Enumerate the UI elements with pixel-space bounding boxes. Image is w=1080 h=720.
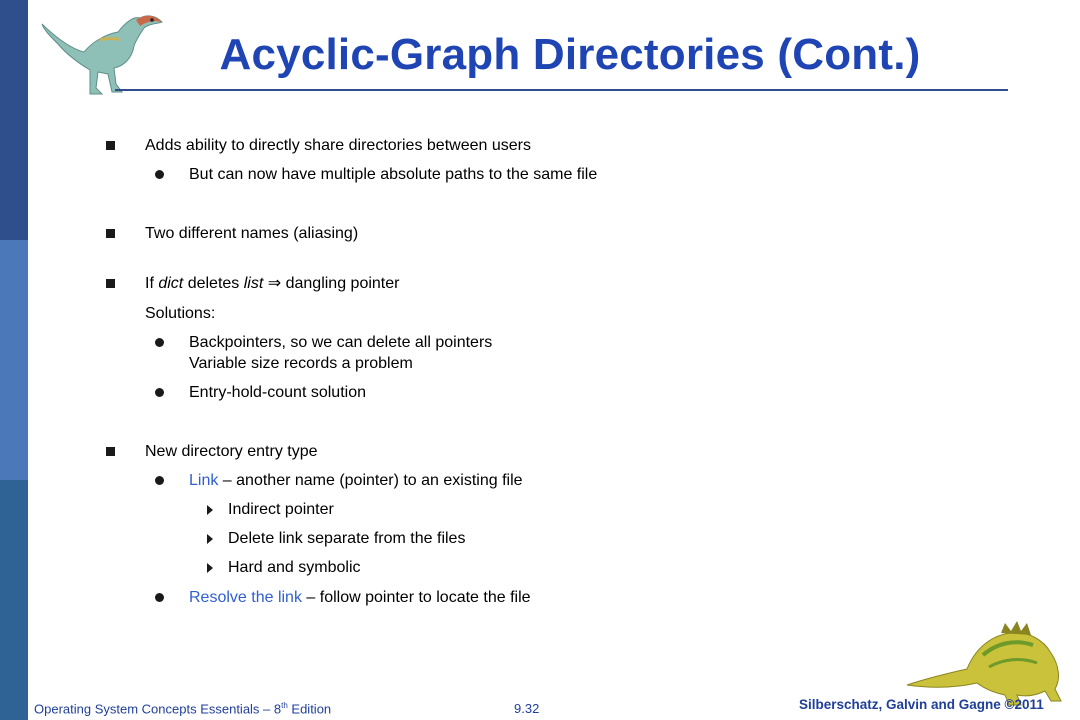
- term-link: Link: [189, 472, 219, 489]
- bullet-text: [145, 273, 399, 294]
- square-bullet-icon: [106, 141, 115, 150]
- sub-bullet-text: Backpointers, so we can delete all pointers: [189, 334, 493, 351]
- triangle-bullet-icon: [207, 534, 213, 544]
- round-bullet-icon: [155, 476, 164, 485]
- sub-bullet-text: Variable size records a problem: [189, 355, 413, 372]
- text-fragment: – another name (pointer) to an existing file: [218, 472, 523, 489]
- round-bullet-icon: [155, 170, 164, 179]
- term-resolve-link: Resolve the link: [189, 589, 302, 606]
- sub-sub-bullet-text: Indirect pointer: [228, 501, 334, 518]
- bullet-text: New directory entry type: [145, 443, 318, 460]
- page-number: 9.32: [514, 701, 540, 716]
- round-bullet-icon: [155, 593, 164, 602]
- text-fragment: If: [145, 275, 159, 292]
- round-bullet-icon: [155, 388, 164, 397]
- title-underline: [115, 89, 1008, 91]
- dinosaur-icon: [40, 4, 170, 96]
- footer-book-title: [34, 701, 331, 716]
- triangle-bullet-icon: [207, 563, 213, 573]
- bullet-text: Two different names (aliasing): [145, 225, 359, 242]
- dinosaur-icon: [905, 615, 1065, 710]
- left-bar-segment: [0, 0, 28, 240]
- sub-bullet-text: But can now have multiple absolute paths to the same file: [189, 166, 598, 183]
- term-list: list: [243, 275, 264, 292]
- round-bullet-icon: [155, 338, 164, 347]
- sub-sub-bullet-text: Hard and symbolic: [228, 559, 361, 576]
- left-bar-segment: [0, 480, 28, 720]
- square-bullet-icon: [106, 229, 115, 238]
- term-dict: dict: [158, 275, 184, 292]
- sub-bullet-text: Entry-hold-count solution: [189, 384, 366, 401]
- text-fragment: deletes: [183, 275, 244, 292]
- footer-superscript: th: [281, 701, 288, 710]
- solutions-heading: Solutions:: [145, 305, 216, 322]
- square-bullet-icon: [106, 279, 115, 288]
- left-bar-segment: [0, 240, 28, 480]
- footer-text: Edition: [287, 701, 332, 717]
- page-title: Acyclic-Graph Directories (Cont.): [219, 30, 921, 79]
- triangle-bullet-icon: [207, 505, 213, 515]
- sub-sub-bullet-text: Delete link separate from the files: [228, 530, 466, 547]
- text-fragment: dangling pointer: [285, 275, 400, 292]
- left-accent-bar: [0, 0, 28, 720]
- footer-copyright: Silberschatz, Galvin and Gagne ©2011: [799, 697, 1044, 712]
- sub-bullet-text: [189, 470, 523, 491]
- square-bullet-icon: [106, 447, 115, 456]
- text-fragment: – follow pointer to locate the file: [301, 589, 531, 606]
- bullet-text: Adds ability to directly share directories between users: [145, 137, 531, 154]
- sub-bullet-text: [189, 587, 531, 608]
- implies-arrow: ⇒: [263, 275, 286, 292]
- footer-text: Operating System Concepts Essentials – 8: [34, 701, 282, 717]
